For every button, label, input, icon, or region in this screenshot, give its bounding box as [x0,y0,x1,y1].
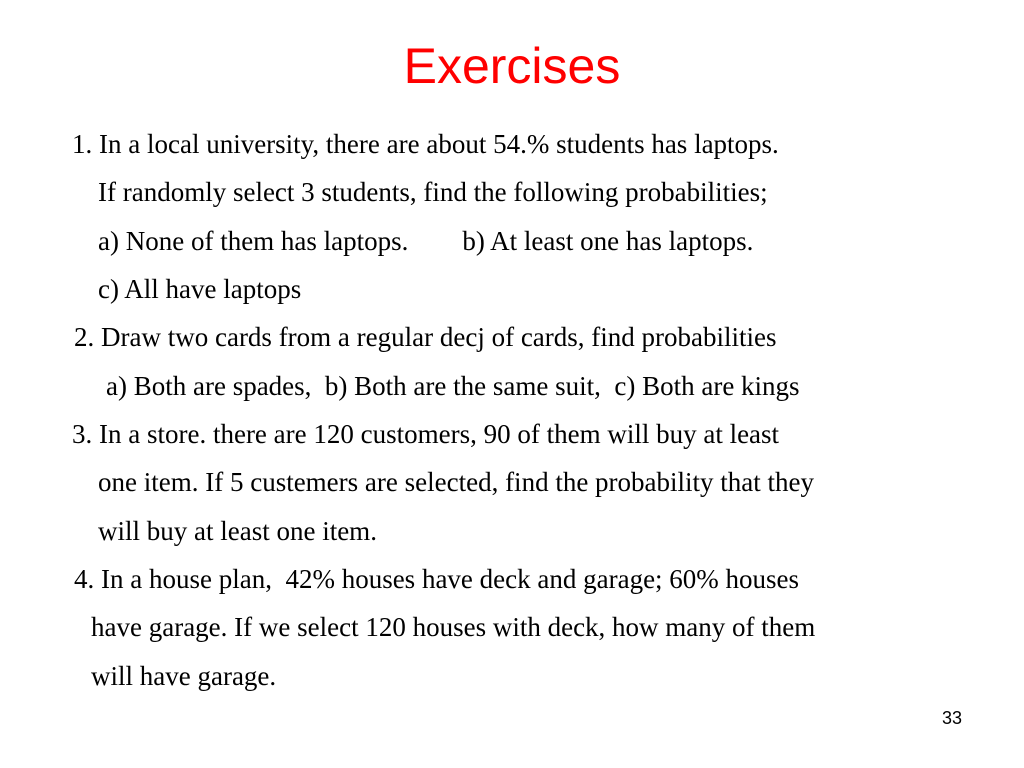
exercise-1-parts-ab: a) None of them has laptops. b) At least one has laptops. [98,226,754,256]
exercise-1-line-1: 1. In a local university, there are about 54.% students has laptops. [72,129,779,159]
exercise-3-line-2: one item. If 5 custemers are selected, find the probability that they [98,467,815,497]
exercise-1-part-c: c) All have laptops [98,274,302,304]
exercise-3-line-1: 3. In a store. there are 120 customers, 90 of them will buy at least [72,419,780,449]
slide-title: Exercises [403,38,621,94]
exercise-2-line-1: 2. Draw two cards from a regular decj of cards, find probabilities [74,322,777,352]
exercise-3-line-3: will buy at least one item. [98,516,377,546]
exercise-4-line-1: 4. In a house plan, 42% houses have deck and garage; 60% houses [74,564,800,594]
exercise-4-line-3: will have garage. [91,661,277,691]
exercise-1-line-2: If randomly select 3 students, find the following probabilities; [98,177,768,207]
exercise-2-parts: a) Both are spades, b) Both are the same suit, c) Both are kings [106,371,800,401]
exercise-4-line-2: have garage. If we select 120 houses with deck, how many of them [91,612,816,642]
page-number: 33 [941,708,962,728]
